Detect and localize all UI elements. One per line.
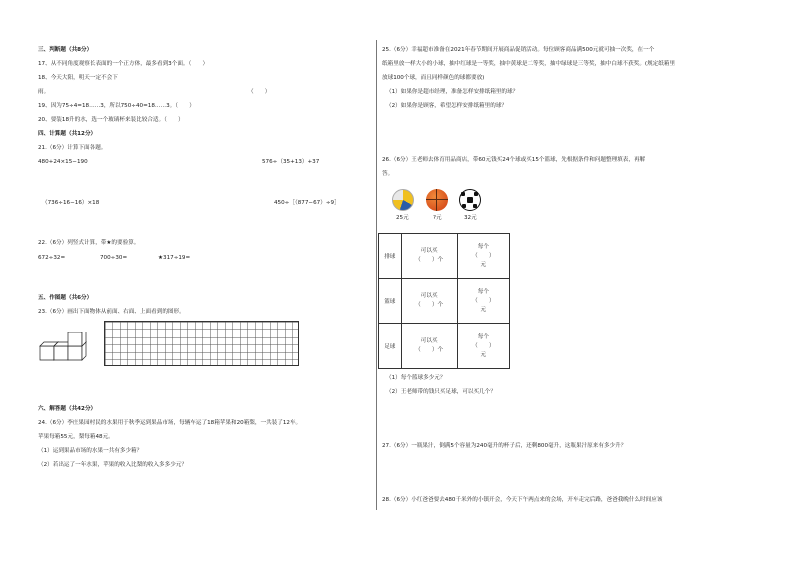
question-26-sub2: （2）王老师带的钱只买足球，可以买几个？ xyxy=(386,389,496,395)
question-24-sub2: （2）若出运了一年水果，苹果的收入比梨的收入多多少元？ xyxy=(38,462,187,468)
column-divider xyxy=(376,40,377,510)
question-18-line1: 18、今天大阳，明天一定不会下 xyxy=(38,75,118,81)
rt-bottom: 元 xyxy=(480,261,487,268)
question-24-line2: 苹果每箱55元，梨每箱48元。 xyxy=(38,434,114,440)
rt-top: 每个 xyxy=(477,288,489,295)
table-row xyxy=(379,234,510,279)
question-19: 19、因为75÷4=18……3，所以750÷40=18……3。（ ） xyxy=(38,103,195,109)
rt-bottom: 元 xyxy=(480,351,487,358)
table-row xyxy=(379,279,510,324)
mid-top: 可以买 xyxy=(420,293,438,299)
mid-top: 可以买 xyxy=(420,248,438,254)
calc-1: 480+24×15−190 xyxy=(38,159,88,165)
drawing-grid[interactable] xyxy=(104,321,299,366)
calc-4: 450÷［（877−67）÷9］ xyxy=(274,200,340,206)
rt-mid[interactable]: （ ） xyxy=(472,297,495,304)
price-volleyball: 25元 xyxy=(396,215,409,221)
question-26-sub1: （1）每个篮球多少元？ xyxy=(386,375,446,381)
question-25-line2: 纸箱里放一样大小的小球，抽中红球是一等奖，抽中黄球是二等奖，抽中绿球是三等奖，抽中白球不获奖。(规定纸箱里 xyxy=(382,61,676,67)
question-27: 27.（6分）一瓶果汁，倒满5个容量为240毫升的杯子后，还剩800毫升，这瓶果汁原来有多少升？ xyxy=(382,443,627,449)
question-22: 22.（6分）列竖式计算，带★的要验算。 xyxy=(38,240,140,246)
vertical-calc-2: 700÷30= xyxy=(100,255,128,261)
rt-top: 每个 xyxy=(477,333,489,340)
calc-3: （736÷16−16）×18 xyxy=(42,200,100,206)
section-3-title: 三、判断题（共8分） xyxy=(38,47,93,53)
table-row xyxy=(379,324,510,369)
rt-mid[interactable]: （ ） xyxy=(472,342,495,349)
question-25-line1: 25.（6分）幸福超市准备在2021年春节期间开展商品促销活动。每位顾客商品满500元就可抽一次奖，在一个 xyxy=(382,47,655,53)
rt-top: 每个 xyxy=(477,243,489,250)
mid-bottom[interactable]: （ ）个 xyxy=(415,302,444,308)
section-6-title: 六、解答题（共42分） xyxy=(38,406,97,412)
question-26-line1: 26.（6分）王老师去体育用品商店，带60元钱买24个球或买15个篮球，先根据条件和问题整理填表，再解 xyxy=(382,157,646,163)
cube-stack-figure xyxy=(38,332,98,364)
question-26-line2: 答。 xyxy=(382,171,394,177)
mid-bottom[interactable]: （ ）个 xyxy=(415,347,444,353)
question-24-line1: 24.（6分）李庄果园村民的水果用于秋季运到果品市场，每辆车运了18箱苹果和20箱梨，一共装了12车。 xyxy=(38,420,302,426)
question-21: 21.（6分）计算下面各题。 xyxy=(38,145,107,151)
row-label: 排球 xyxy=(379,234,402,279)
rt-mid[interactable]: （ ） xyxy=(472,252,495,259)
vertical-calc-3: ★317÷19= xyxy=(158,255,191,261)
price-soccer: 32元 xyxy=(464,215,477,221)
question-24-sub1: （1）运到果品市场的水果一共有多少箱？ xyxy=(38,448,143,454)
calc-2: 576÷（35+13）+37 xyxy=(262,159,320,165)
question-25-sub1: （1）如果你是超市经理，准备怎样安排纸箱里的球？ xyxy=(386,89,519,95)
question-17: 17、从不同角度观察长表面的一个正方体，最多看到3个面。（ ） xyxy=(38,61,209,67)
row-label: 篮球 xyxy=(379,279,402,324)
mid-bottom[interactable]: （ ）个 xyxy=(415,257,444,263)
vertical-calc-1: 672÷32= xyxy=(38,255,66,261)
question-28: 28.（6分）小红爸爸要去480千米外的小镇开会，今天下午两点来的会场，开车走完后路，爸爸我晚什么时间应该 xyxy=(382,497,663,503)
question-20: 20、要装18升的水，选一个玻璃杯来装比较合适。（ ） xyxy=(38,117,184,123)
row-label: 足球 xyxy=(379,324,402,369)
basketball-icon xyxy=(426,189,448,211)
purchase-table xyxy=(378,233,510,369)
rt-bottom: 元 xyxy=(480,306,487,313)
question-18-line2: 雨。 xyxy=(38,89,50,95)
question-25-line3: 放球100个球，而且同样颜色的球都要放) xyxy=(382,75,485,81)
mid-top: 可以买 xyxy=(420,338,438,344)
price-basketball: ?元 xyxy=(433,215,442,221)
soccer-ball-icon xyxy=(459,189,481,211)
section-4-title: 四、计算题（共12分） xyxy=(38,131,97,137)
question-25-sub2: （2）如果你是顾客，希望怎样安排纸箱里的球？ xyxy=(386,103,508,109)
question-23: 23.（6分）画出下面物体从前面、右面、上面看到的图形。 xyxy=(38,309,185,315)
section-5-title: 五、作图题（共6分） xyxy=(38,295,93,301)
volleyball-icon xyxy=(392,189,414,211)
question-18-answer-paren: （ ） xyxy=(248,89,271,95)
